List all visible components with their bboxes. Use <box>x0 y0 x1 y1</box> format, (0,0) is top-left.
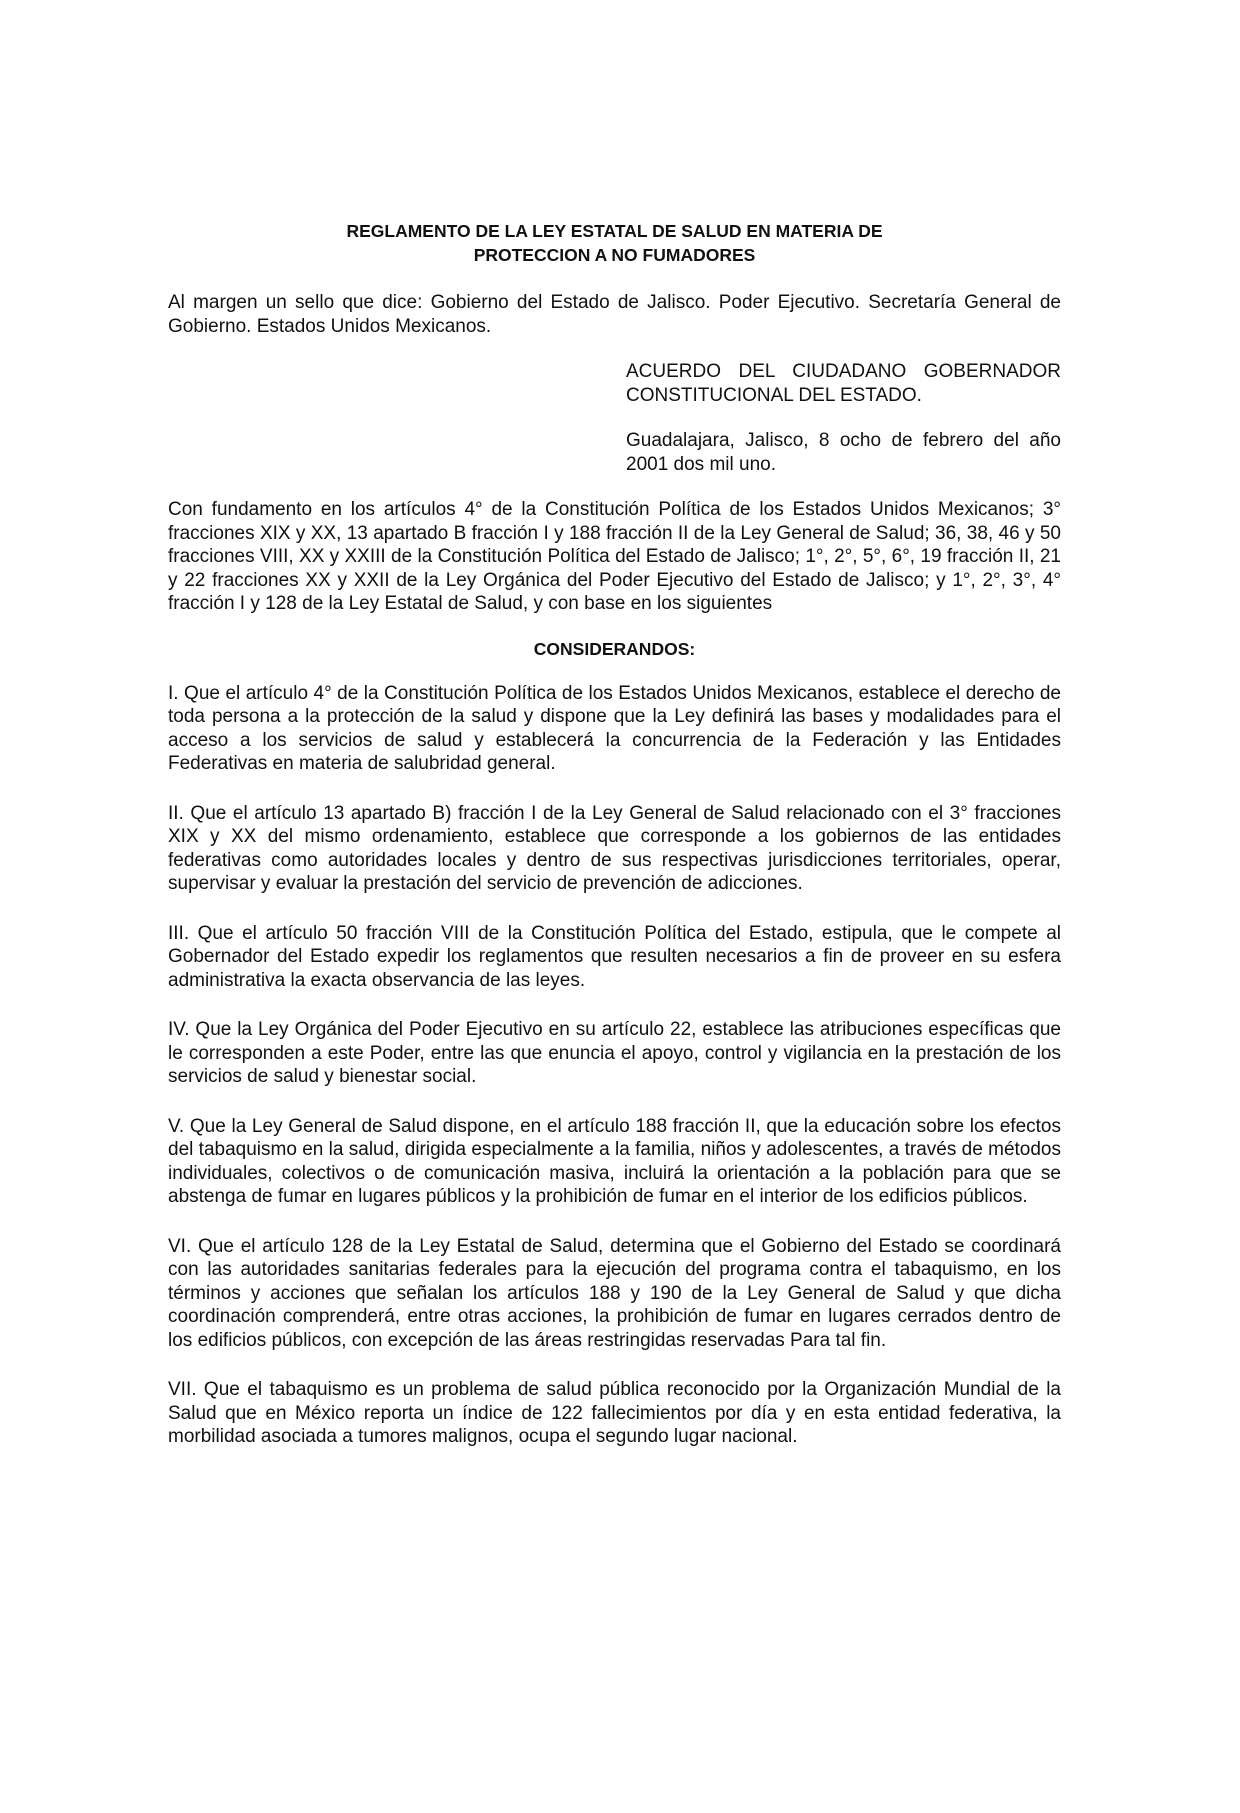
considerando-i: I. Que el artículo 4° de la Constitución Política de los Estados Unidos Mexicanos, establece el derecho de toda persona a la protección de la salud y dispone que la Ley definirá las bases y modalidades para el acceso a los servicios de salud y establecerá la concurrencia de la Federación y las Entidades Federativas en materia de salubridad general. <box>168 682 1061 774</box>
margin-note: Al margen un sello que dice: Gobierno del Estado de Jalisco. Poder Ejecutivo. Secretaría General de Gobierno. Estados Unidos Mexicanos. <box>168 292 1061 337</box>
acuerdo-heading: ACUERDO DEL CIUDADANO GOBERNADOR CONSTITUCIONAL DEL ESTADO. <box>626 361 1061 406</box>
considerando-vii: VII. Que el tabaquismo es un problema de salud pública reconocido por la Organización Mundial de la Salud que en México reporta un índice de 122 fallecimientos por día y en esta entidad federativa, la morbilidad asociada a tumores malignos, ocupa el segundo lugar nacional. <box>168 1379 1061 1447</box>
considerando-vi: VI. Que el artículo 128 de la Ley Estatal de Salud, determina que el Gobierno del Estado se coordinará con las autoridades sanitarias federales para la ejecución del programa contra el tabaquismo, en los términos y acciones que señalan los artículos 188 y 190 de la Ley General de Salud y que dicha coordinación comprenderá, entre otras acciones, la prohibición de fumar en lugares cerrados dentro de los edificios públicos, con excepción de las áreas restringidas reservadas Para tal fin. <box>168 1235 1061 1351</box>
considerando-ii: II. Que el artículo 13 apartado B) fracción I de la Ley General de Salud relacionado con el 3° fracciones XIX y XX del mismo ordenamiento, establece que corresponde a los gobiernos de las entidades federativas como autoridades locales y dentro de sus respectivas jurisdicciones territoriales, operar, supervisar y evaluar la prestación del servicio de prevención de adicciones. <box>168 802 1061 894</box>
title-line-2: PROTECCION A NO FUMADORES <box>473 245 756 265</box>
title-line-1: REGLAMENTO DE LA LEY ESTATAL DE SALUD EN MATERIA DE <box>346 221 883 241</box>
considerando-v: V. Que la Ley General de Salud dispone, en el artículo 188 fracción II, que la educación sobre los efectos del tabaquismo en la salud, dirigida especialmente a la familia, niños y adolescentes, a través de métodos individuales, colectivos o de comunicación masiva, incluirá la orientación a la población para que se abstenga de fumar en lugares públicos y la prohibición de fumar en el interior de los edificios públicos. <box>168 1115 1061 1207</box>
considerando-iv: IV. Que la Ley Orgánica del Poder Ejecutivo en su artículo 22, establece las atribuciones específicas que le corresponden a este Poder, entre las que enuncia el apoyo, control y vigilancia en la prestación de los servicios de salud y bienestar social. <box>168 1019 1061 1087</box>
place-date: Guadalajara, Jalisco, 8 ocho de febrero del año 2001 dos mil uno. <box>626 430 1061 475</box>
fundamento-paragraph: Con fundamento en los artículos 4° de la Constitución Política de los Estados Unidos Mexicanos; 3° fracciones XIX y XX, 13 apartado B fracción I y 188 fracción II de la Ley General de Salud; 36, 38, 46 y 50 fracciones VIII, XX y XXIII de la Constitución Política del Estado de Jalisco; 1°, 2°, 5°, 6°, 19 fracción II, 21 y 22 fracciones XX y XXII de la Ley Orgánica del Poder Ejecutivo del Estado de Jalisco; y 1°, 2°, 3°, 4° fracción I y 128 de la Ley Estatal de Salud, y con base en los siguientes <box>168 499 1061 614</box>
considerando-iii: III. Que el artículo 50 fracción VIII de la Constitución Política del Estado, estipula, que le compete al Gobernador del Estado expedir los reglamentos que resulten necesarios a fin de proveer en su esfera administrativa la exacta observancia de las leyes. <box>168 922 1061 991</box>
considerandos-heading: CONSIDERANDOS: <box>533 638 696 659</box>
document-title <box>168 219 1061 267</box>
document-page <box>168 219 1061 1475</box>
acuerdo-block <box>626 360 1061 476</box>
